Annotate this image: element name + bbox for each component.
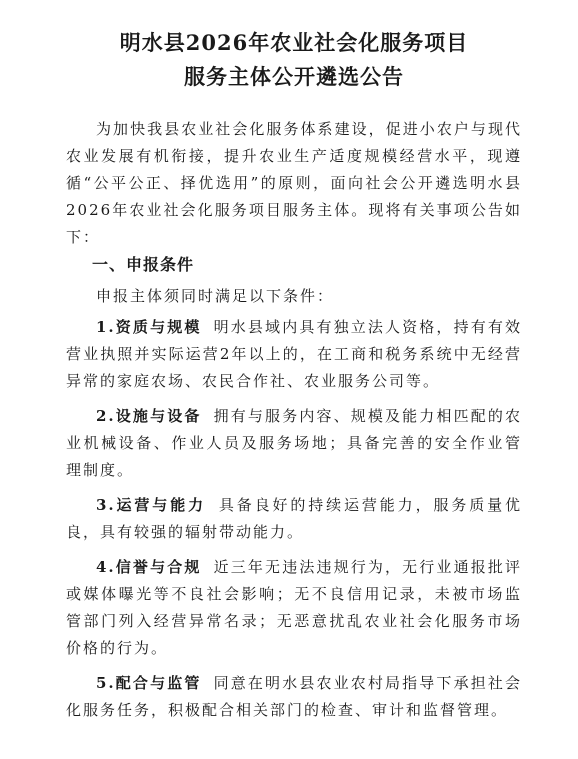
condition-item-5 [66, 670, 522, 724]
condition-text: 近三年无违法违规行为，无行业通报批评或媒体曝光等不良社会影响；无不良信用记录，未被市场监管部门列入经营异常名录；无恶意扰乱农业社会化服务市场价格的行为。 [66, 558, 522, 657]
condition-item-3 [66, 492, 522, 546]
condition-label: 2.设施与设备 [96, 407, 202, 425]
condition-label: 3.运营与能力 [96, 496, 206, 514]
condition-item-2 [66, 403, 522, 484]
intro-paragraph: 为加快我县农业社会化服务体系建设，促进小农户与现代农业发展有机衔接，提升农业生产适度规模经营水平，现遵循“公平公正、择优选用”的原则，面向社会公开遴选明水县2026年农业社会化服务项目服务主体。现将有关事项公告如下： [66, 120, 522, 246]
condition-label: 5.配合与监管 [96, 674, 202, 692]
condition-text: 具备良好的持续运营能力，服务质量优良，具有较强的辐射带动能力。 [66, 496, 522, 541]
condition-text: 拥有与服务内容、规模及能力相匹配的农业机械设备、作业人员及服务场地；具备完善的安全作业管理制度。 [66, 407, 522, 479]
title-line-1: 明水县2026年农业社会化服务项目 [119, 30, 469, 55]
condition-label: 1.资质与规模 [96, 318, 202, 336]
condition-text: 明水县域内具有独立法人资格，持有有效营业执照并实际运营2年以上的，在工商和税务系统中无经营异常的家庭农场、农民合作社、农业服务公司等。 [66, 318, 522, 390]
condition-item-1 [66, 314, 522, 395]
section-heading-conditions: 一、申报条件 [92, 255, 195, 274]
condition-text: 同意在明水县农业农村局指导下承担社会化服务任务，积极配合相关部门的检查、审计和监督管理。 [66, 674, 522, 719]
condition-label: 4.信誉与合规 [96, 558, 202, 576]
condition-item-4 [66, 554, 522, 662]
section-lead: 申报主体须同时满足以下条件： [96, 287, 335, 305]
title-line-2: 服务主体公开遴选公告 [184, 64, 404, 89]
document-title [66, 26, 522, 94]
